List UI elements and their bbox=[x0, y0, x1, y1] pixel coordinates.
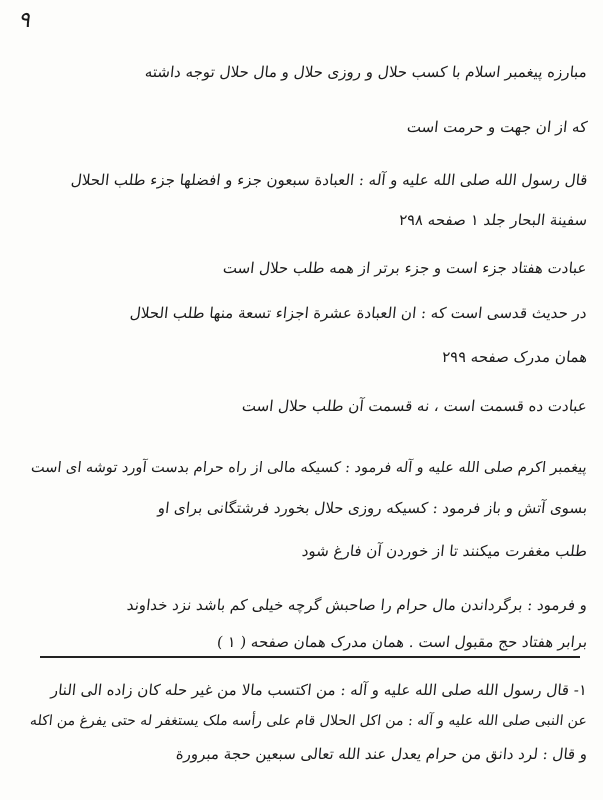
text-line-3: قال رسول الله صلی الله علیه و آله : العبادة سبعون جزء و افضلها جزء طلب الحلال bbox=[69, 171, 588, 189]
footnote-line-1: ۱- قال رسول الله صلی الله علیه و آله : من اکتسب مالا من غیر حله کان زاده الی النار bbox=[50, 681, 588, 699]
footnote-line-2: عن النبی صلی الله علیه و آله : من اکل الحلال قام علی رأسه ملک یستغفر له حتی یفرغ من اکله bbox=[29, 713, 588, 729]
footnote-divider bbox=[40, 656, 580, 658]
text-line-13: برابر هفتاد حج مقبول است . همان مدرک همان صفحه ( ۱ ) bbox=[215, 633, 588, 651]
text-line-10: بسوی آتش و باز فرمود : کسیکه روزی حلال بخورد فرشتگانی برای او bbox=[156, 499, 588, 517]
source-reference-1: سفینة البحار جلد ۱ صفحه ۲۹۸ bbox=[397, 211, 588, 229]
page-number: ۹ bbox=[18, 8, 30, 33]
text-line-2: که از ان جهت و حرمت است bbox=[405, 118, 588, 136]
text-line-6: در حدیث قدسی است که : ان العبادة عشرة اجزاء تسعة منها طلب الحلال bbox=[129, 304, 588, 322]
text-line-12: و فرمود : برگرداندن مال حرام را صاحبش گرچه خیلی کم باشد نزد خداوند bbox=[125, 596, 588, 614]
footnote-line-3: و قال : لرد دانق من حرام یعدل عند الله تعالی سبعین حجة مبرورة bbox=[174, 745, 588, 763]
text-line-8: عبادت ده قسمت است ، نه قسمت آن طلب حلال است bbox=[241, 397, 588, 415]
text-line-9: پیغمبر اکرم صلی الله علیه و آله فرمود : کسیکه مالی از راه حرام بدست آورد توشه ای است bbox=[30, 460, 588, 476]
text-line-5: عبادت هفتاد جزء است و جزء برتر از همه طلب حلال است bbox=[222, 259, 588, 277]
text-line-11: طلب مغفرت میکنند تا از خوردن آن فارغ شود bbox=[301, 542, 588, 560]
text-line-1: مبارزه پیغمبر اسلام با کسب حلال و روزی حلال و مال حلال توجه داشته bbox=[144, 63, 588, 81]
source-reference-2: همان مدرک صفحه ۲۹۹ bbox=[440, 348, 588, 366]
